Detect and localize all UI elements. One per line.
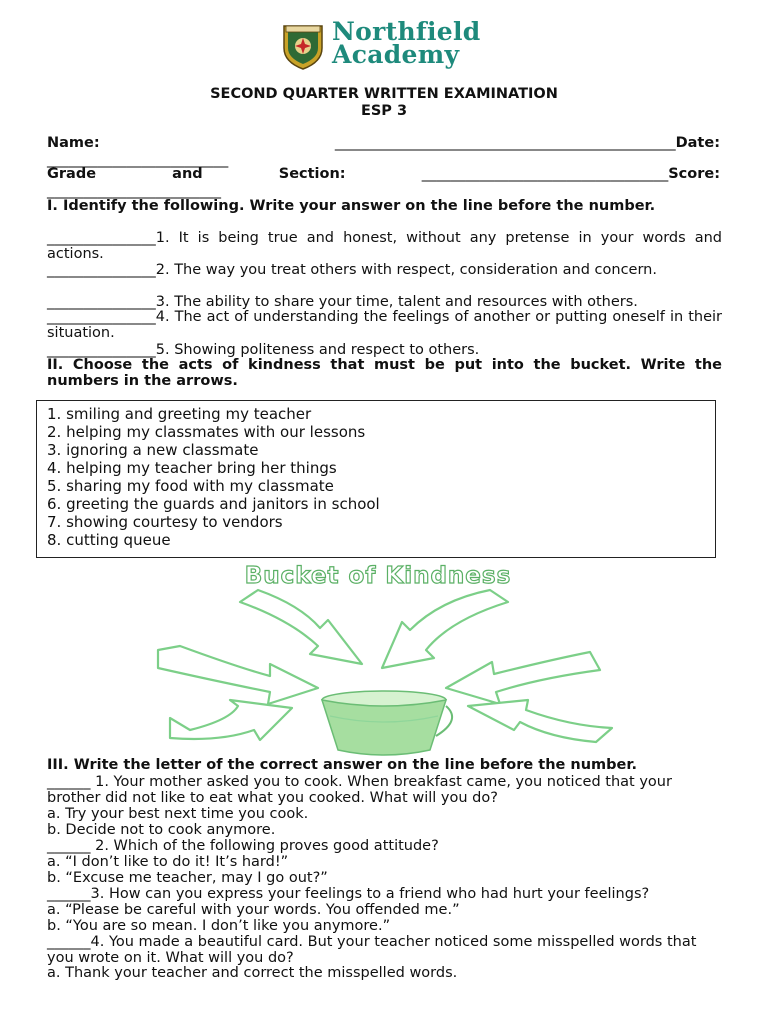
- date-line: _________________________: [47, 152, 229, 168]
- part3-question: ______ 2. Which of the following proves good attitude?: [47, 838, 439, 854]
- part2-instruction: II. Choose the acts of kindness that must be put into the bucket. Write the numbers in the arrows.: [47, 357, 722, 389]
- grade-label-2: and: [172, 166, 203, 182]
- part3-option: a. Thank your teacher and correct the misspelled words.: [47, 965, 458, 981]
- part3-option: b. “You are so mean. I don’t like you anymore.”: [47, 918, 391, 934]
- choice-item: 4. helping my teacher bring her things: [47, 459, 337, 477]
- arrow-low-right: [468, 700, 612, 742]
- part3-instruction: III. Write the letter of the correct answer on the line before the number.: [47, 757, 637, 773]
- kindness-choices-box: [36, 400, 716, 558]
- part1-instruction: I. Identify the following. Write your answer on the line before the number.: [47, 198, 656, 214]
- arrow-mid-right: [446, 652, 600, 704]
- bucket-title: Bucket of Kindness: [244, 563, 512, 589]
- bucket-icon: [322, 691, 452, 755]
- choice-item: 3. ignoring a new classmate: [47, 441, 259, 459]
- score-line: ________________________: [47, 183, 221, 199]
- part1-item: _______________1. It is being true and honest, without any pretense in your words and actions.: [47, 230, 722, 262]
- part3-option: b. Decide not to cook anymore.: [47, 822, 276, 838]
- part3-question: ______3. How can you express your feelings to a friend who had hurt your feelings?: [47, 886, 650, 902]
- part1-item: _______________2. The way you treat others with respect, consideration and concern.: [47, 262, 657, 278]
- exam-title: SECOND QUARTER WRITTEN EXAMINATION: [210, 86, 558, 102]
- grade-score-row: [47, 166, 720, 182]
- bucket-of-kindness-picture: [150, 560, 620, 756]
- arrow-mid-left: [158, 646, 318, 704]
- name-line: _______________________________________________: [334, 135, 676, 151]
- arrow-top-right: [382, 590, 508, 668]
- part3-option: b. “Excuse me teacher, may I go out?”: [47, 870, 328, 886]
- arrow-low-left: [170, 700, 292, 740]
- choice-item: 6. greeting the guards and janitors in school: [47, 495, 380, 513]
- school-name: Northfield Academy: [332, 17, 481, 69]
- choice-item: 8. cutting queue: [47, 531, 171, 549]
- school-logo: [280, 17, 481, 72]
- part3-option: a. Try your best next time you cook.: [47, 806, 309, 822]
- section-label: Section:: [278, 166, 346, 182]
- choice-item: 1. smiling and greeting my teacher: [47, 405, 312, 423]
- part3-question: ______4. You made a beautiful card. But your teacher noticed some misspelled words that you wrote on it. What will you do?: [47, 934, 697, 966]
- name-date-row: [47, 135, 720, 151]
- name-label: Name:: [47, 135, 100, 151]
- school-seal-icon: [280, 20, 326, 70]
- choice-item: 7. showing courtesy to vendors: [47, 513, 283, 531]
- part1-item: _______________5. Showing politeness and respect to others.: [47, 342, 480, 358]
- part1-item: _______________4. The act of understanding the feelings of another or putting oneself in their situation.: [47, 309, 722, 341]
- arrow-top-left: [240, 590, 362, 664]
- score-label: Score:: [668, 166, 720, 182]
- date-label: Date:: [675, 135, 720, 151]
- part3-question: ______ 1. Your mother asked you to cook. When breakfast came, you noticed that your brother did not like to eat what you cooked. What will you do?: [47, 774, 672, 806]
- grade-line: __________________________________: [421, 166, 669, 182]
- part3-option: a. “I don’t like to do it! It’s hard!”: [47, 854, 289, 870]
- exam-subject: ESP 3: [360, 103, 408, 119]
- part3-option: a. “Please be careful with your words. You offended me.”: [47, 902, 460, 918]
- choice-item: 5. sharing my food with my classmate: [47, 477, 334, 495]
- choice-item: 2. helping my classmates with our lessons: [47, 423, 366, 441]
- part1-item: _______________3. The ability to share your time, talent and resources with others.: [47, 294, 638, 310]
- grade-label-1: Grade: [47, 166, 97, 182]
